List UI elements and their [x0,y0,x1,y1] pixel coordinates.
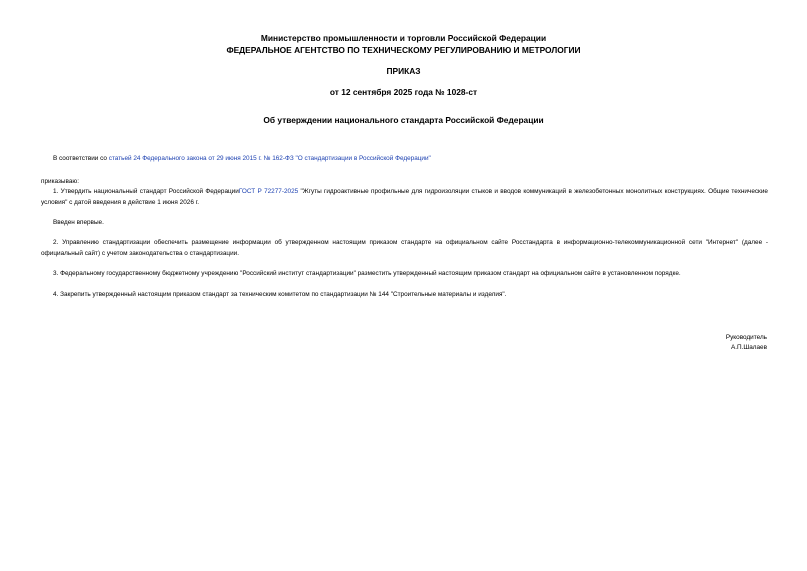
document-subject: Об утверждении национального стандарта Российской Федерации [263,115,544,125]
item-2-paragraph: 2. Управлению стандартизации обеспечить размещение информации об утвержденном настоящим приказом стандарте на официальном сайте Росстандарта в информационно-телекоммуникационной сети "Интернет" (далее - официальный сайт) с учетом законодательства о стандартизации. [41,239,768,257]
ministry-title: Министерство промышленности и торговли Российской Федерации [260,33,547,43]
introduced-first-time-paragraph: Введен впервые. [53,219,104,226]
federal-law-link[interactable]: статьей 24 Федерального закона от 29 июня 2015 г. № 162-ФЗ "О стандартизации в Российской Федерации" [108,155,431,162]
decree-paragraph: приказываю: [41,178,79,185]
item-1-suffix: "Жгуты гидроактивные профильные для гидроизоляции стыков и вводов коммуникаций в железобетонных монолитных конструкциях. Общие технические условия" с датой введения в действие 1 июня 2026 г. [41,188,768,206]
gost-standard-link[interactable]: ГОСТ Р 72277-2025 [238,188,299,195]
basis-paragraph [41,154,768,165]
item-1-prefix: 1. Утвердить национальный стандарт Российской Федерации [53,188,239,195]
document-type: ПРИКАЗ [386,66,421,76]
item-3-paragraph: 3. Федеральному государственному бюджетному учреждению "Российский институт стандартизации" разместить утвержденный настоящим приказом стандарт на официальном сайте в установленном порядке. [53,270,681,277]
item-1-paragraph [41,187,768,208]
agency-title: ФЕДЕРАЛЬНОЕ АГЕНТСТВО ПО ТЕХНИЧЕСКОМУ РЕГУЛИРОВАНИЮ И МЕТРОЛОГИИ [226,45,581,55]
signatory-role: Руководитель [725,334,767,341]
basis-prefix: В соответствии со [53,155,109,162]
document-date-number: от 12 сентября 2025 года № 1028-ст [329,87,478,97]
signatory-name: А.П.Шалаев [730,344,767,351]
item-4-paragraph: 4. Закрепить утвержденный настоящим приказом стандарт за техническим комитетом по стандартизации № 144 "Строительные материалы и изделия". [53,291,507,298]
